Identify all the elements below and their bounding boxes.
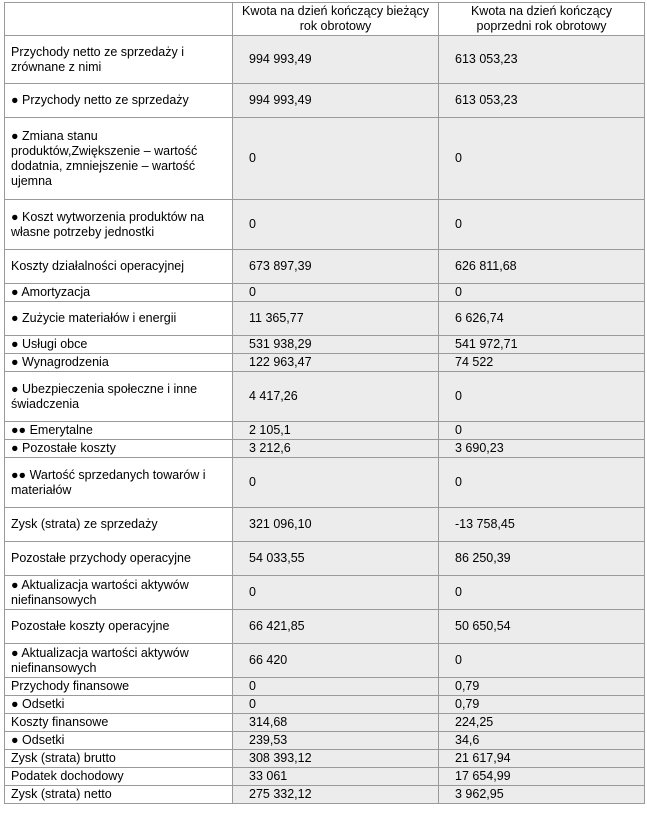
row-label: ●● Wartość sprzedanych towarów i materiałów (5, 458, 233, 508)
current-year-value: 122 963,47 (233, 354, 439, 372)
table-row (5, 732, 645, 750)
row-label: Koszty finansowe (5, 714, 233, 732)
previous-year-value: 86 250,39 (439, 542, 645, 576)
current-year-value: 4 417,26 (233, 372, 439, 422)
current-year-value: 33 061 (233, 768, 439, 786)
row-label: ● Koszt wytworzenia produktów na własne potrzeby jednostki (5, 200, 233, 250)
row-label: Przychody finansowe (5, 678, 233, 696)
current-year-value: 0 (233, 284, 439, 302)
row-label: Pozostałe przychody operacyjne (5, 542, 233, 576)
table-row (5, 768, 645, 786)
current-year-value: 0 (233, 696, 439, 714)
table-row (5, 678, 645, 696)
table-row (5, 508, 645, 542)
previous-year-value: 0 (439, 576, 645, 610)
current-year-value: 0 (233, 200, 439, 250)
current-year-value: 994 993,49 (233, 36, 439, 84)
current-year-value: 531 938,29 (233, 336, 439, 354)
current-year-value: 994 993,49 (233, 84, 439, 118)
previous-year-value: 0 (439, 458, 645, 508)
table-row (5, 250, 645, 284)
current-year-value: 66 420 (233, 644, 439, 678)
row-label: ● Odsetki (5, 696, 233, 714)
row-label: ● Amortyzacja (5, 284, 233, 302)
current-year-value: 54 033,55 (233, 542, 439, 576)
current-year-value: 11 365,77 (233, 302, 439, 336)
table-row (5, 84, 645, 118)
previous-year-value: 613 053,23 (439, 36, 645, 84)
header-label-cell (5, 3, 233, 36)
row-label: ● Zmiana stanu produktów,Zwiększenie – wartość dodatnia, zmniejszenie – wartość ujemna (5, 118, 233, 200)
table-row (5, 458, 645, 508)
table-row (5, 372, 645, 422)
row-label: Podatek dochodowy (5, 768, 233, 786)
income-statement-table (4, 2, 645, 804)
previous-year-value: 626 811,68 (439, 250, 645, 284)
table-row (5, 36, 645, 84)
row-label: ●● Emerytalne (5, 422, 233, 440)
current-year-value: 3 212,6 (233, 440, 439, 458)
previous-year-value: 34,6 (439, 732, 645, 750)
current-year-value: 0 (233, 576, 439, 610)
previous-year-value: 0,79 (439, 678, 645, 696)
previous-year-value: 541 972,71 (439, 336, 645, 354)
current-year-value: 321 096,10 (233, 508, 439, 542)
row-label: ● Wynagrodzenia (5, 354, 233, 372)
table-row (5, 542, 645, 576)
row-label: ● Usługi obce (5, 336, 233, 354)
previous-year-value: 74 522 (439, 354, 645, 372)
table-row (5, 118, 645, 200)
previous-year-value: -13 758,45 (439, 508, 645, 542)
table-row (5, 786, 645, 804)
previous-year-value: 0 (439, 118, 645, 200)
header-current-year: Kwota na dzień kończący bieżący rok obrotowy (233, 3, 439, 36)
previous-year-value: 0 (439, 644, 645, 678)
table-row (5, 696, 645, 714)
table-row (5, 576, 645, 610)
previous-year-value: 6 626,74 (439, 302, 645, 336)
current-year-value: 66 421,85 (233, 610, 439, 644)
table-row (5, 302, 645, 336)
row-label: ● Aktualizacja wartości aktywów niefinansowych (5, 576, 233, 610)
row-label: Pozostałe koszty operacyjne (5, 610, 233, 644)
row-label: Przychody netto ze sprzedaży i zrównane z nimi (5, 36, 233, 84)
previous-year-value: 613 053,23 (439, 84, 645, 118)
row-label: ● Zużycie materiałów i energii (5, 302, 233, 336)
table-row (5, 422, 645, 440)
previous-year-value: 0 (439, 284, 645, 302)
row-label: ● Pozostałe koszty (5, 440, 233, 458)
previous-year-value: 0 (439, 422, 645, 440)
row-label: ● Aktualizacja wartości aktywów niefinansowych (5, 644, 233, 678)
current-year-value: 0 (233, 678, 439, 696)
current-year-value: 314,68 (233, 714, 439, 732)
previous-year-value: 17 654,99 (439, 768, 645, 786)
table-row (5, 354, 645, 372)
row-label: Zysk (strata) brutto (5, 750, 233, 768)
previous-year-value: 3 962,95 (439, 786, 645, 804)
row-label: Zysk (strata) netto (5, 786, 233, 804)
previous-year-value: 21 617,94 (439, 750, 645, 768)
current-year-value: 275 332,12 (233, 786, 439, 804)
current-year-value: 239,53 (233, 732, 439, 750)
current-year-value: 308 393,12 (233, 750, 439, 768)
row-label: Koszty działalności operacyjnej (5, 250, 233, 284)
row-label: ● Ubezpieczenia społeczne i inne świadczenia (5, 372, 233, 422)
table-row (5, 336, 645, 354)
table-row (5, 440, 645, 458)
current-year-value: 2 105,1 (233, 422, 439, 440)
table-row (5, 284, 645, 302)
previous-year-value: 0,79 (439, 696, 645, 714)
row-label: ● Przychody netto ze sprzedaży (5, 84, 233, 118)
previous-year-value: 0 (439, 200, 645, 250)
table-row (5, 750, 645, 768)
previous-year-value: 50 650,54 (439, 610, 645, 644)
current-year-value: 0 (233, 118, 439, 200)
table-row (5, 610, 645, 644)
previous-year-value: 224,25 (439, 714, 645, 732)
table-row (5, 644, 645, 678)
row-label: ● Odsetki (5, 732, 233, 750)
table-row (5, 714, 645, 732)
header-previous-year: Kwota na dzień kończący poprzedni rok obrotowy (439, 3, 645, 36)
current-year-value: 673 897,39 (233, 250, 439, 284)
previous-year-value: 3 690,23 (439, 440, 645, 458)
header-row (5, 3, 645, 36)
row-label: Zysk (strata) ze sprzedaży (5, 508, 233, 542)
previous-year-value: 0 (439, 372, 645, 422)
table-row (5, 200, 645, 250)
current-year-value: 0 (233, 458, 439, 508)
